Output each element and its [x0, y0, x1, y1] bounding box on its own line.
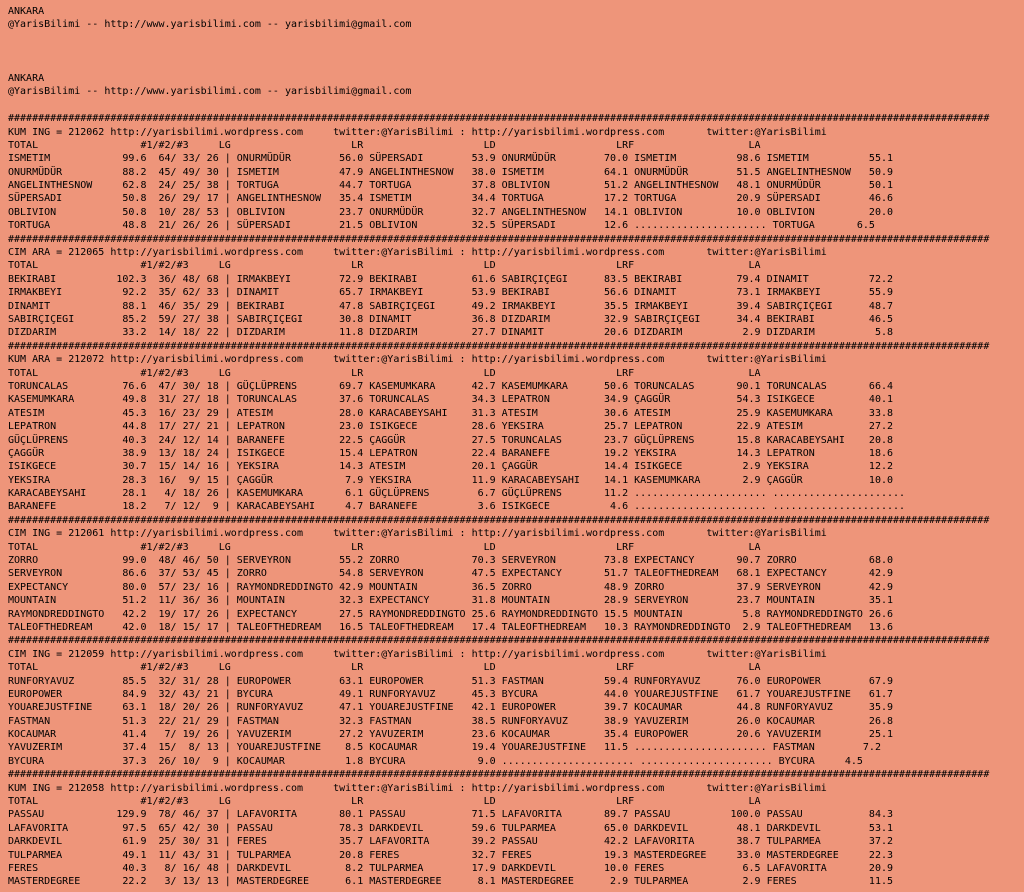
table-row: RUNFORYAVUZ 85.5 32/ 31/ 28 | EUROPOWER 63.1 EUROPOWER 51.3 FASTMAN 59.4 RUNFORYAVUZ 76.0 EUROPOWER 67.9: [8, 675, 894, 687]
race-header-line: CIM ING = 212059 http://yarisbilimi.wordpress.com twitter:@YarisBilimi : http://yarisbilimi.wordpress.com twitter:@YarisBilimi: [8, 648, 827, 660]
table-row: SÜPERSADI 50.8 26/ 29/ 17 | ANGELINTHESNOW 35.4 ISMETIM 34.4 TORTUGA 17.2 TORTUGA 20.9 SÜPERSADI 46.6: [8, 193, 894, 205]
contact-line: @YarisBilimi -- http://www.yarisbilimi.com -- yarisbilimi@gmail.com: [8, 19, 412, 31]
column-header-line: TOTAL #1/#2/#3 LG LR LD LRF LA: [8, 367, 761, 379]
separator-line: ###################################################################################################################################################################: [8, 514, 990, 526]
table-row: DIZDARIM 33.2 14/ 18/ 22 | DIZDARIM 11.8 DIZDARIM 27.7 DINAMIT 20.6 DIZDARIM 2.9 DIZDARIM 5.8: [8, 327, 894, 339]
table-row: ONURMÜDÜR 88.2 45/ 49/ 30 | ISMETIM 47.9 ANGELINTHESNOW 38.0 ISMETIM 64.1 ONURMÜDÜR 51.5 ANGELINTHESNOW 50.9: [8, 166, 894, 178]
table-row: OBLIVION 50.8 10/ 28/ 53 | OBLIVION 23.7 ONURMÜDÜR 32.7 ANGELINTHESNOW 14.1 OBLIVION 10.0 OBLIVION 20.0: [8, 206, 894, 218]
table-row: KOCAUMAR 41.4 7/ 19/ 26 | YAVUZERIM 27.2 YAVUZERIM 23.6 KOCAUMAR 35.4 EUROPOWER 20.6 YAVUZERIM 25.1: [8, 729, 894, 741]
separator-line: ###################################################################################################################################################################: [8, 340, 990, 352]
city-title: ANKARA: [8, 72, 45, 84]
table-row: TORUNCALAS 76.6 47/ 30/ 18 | GÜÇLÜPRENS 69.7 KASEMUMKARA 42.7 KASEMUMKARA 50.6 TORUNCALAS 90.1 TORUNCALAS 66.4: [8, 380, 894, 392]
blank-line: [8, 59, 1024, 72]
column-header-line: TOTAL #1/#2/#3 LG LR LD LRF LA: [8, 139, 761, 151]
table-row: BEKIRABI 102.3 36/ 48/ 68 | IRMAKBEYI 72.9 BEKIRABI 61.6 SABIRÇIÇEGI 83.5 BEKIRABI 79.4 DINAMIT 72.2: [8, 273, 894, 285]
table-row: TALEOFTHEDREAM 42.0 18/ 15/ 17 | TALEOFTHEDREAM 16.5 TALEOFTHEDREAM 17.4 TALEOFTHEDREAM 10.3 RAYMONDREDDINGTO 2.9 TALEOFTHEDREAM 13.6: [8, 621, 894, 633]
separator-line: ###################################################################################################################################################################: [8, 635, 990, 647]
separator-line: ###################################################################################################################################################################: [8, 113, 990, 125]
table-row: BYCURA 37.3 26/ 10/ 9 | KOCAUMAR 1.8 BYCURA 9.0 ...................... ...................... BYCURA 4.5: [8, 755, 863, 767]
table-row: FASTMAN 51.3 22/ 21/ 29 | FASTMAN 32.3 FASTMAN 38.5 RUNFORYAVUZ 38.9 YAVUZERIM 26.0 KOCAUMAR 26.8: [8, 715, 894, 727]
table-row: GÜÇLÜPRENS 40.3 24/ 12/ 14 | BARANEFE 22.5 ÇAGGÜR 27.5 TORUNCALAS 23.7 GÜÇLÜPRENS 15.8 KARACABEYSAHI 20.8: [8, 434, 894, 446]
table-row: ISMETIM 99.6 64/ 33/ 26 | ONURMÜDÜR 56.0 SÜPERSADI 53.9 ONURMÜDÜR 70.0 ISMETIM 98.6 ISMETIM 55.1: [8, 153, 894, 165]
column-header-line: TOTAL #1/#2/#3 LG LR LD LRF LA: [8, 662, 761, 674]
column-header-line: TOTAL #1/#2/#3 LG LR LD LRF LA: [8, 260, 761, 272]
table-row: ZORRO 99.0 48/ 46/ 50 | SERVEYRON 55.2 ZORRO 70.3 SERVEYRON 73.8 EXPECTANCY 90.7 ZORRO 68.0: [8, 555, 894, 567]
table-row: YOUAREJUSTFINE 63.1 18/ 20/ 26 | RUNFORYAVUZ 47.1 YOUAREJUSTFINE 42.1 EUROPOWER 39.7 KOCAUMAR 44.8 RUNFORYAVUZ 35.9: [8, 702, 894, 714]
table-row: YEKSIRA 28.3 16/ 9/ 15 | ÇAGGÜR 7.9 YEKSIRA 11.9 KARACABEYSAHI 14.1 KASEMUMKARA 2.9 ÇAGGÜR 10.0: [8, 474, 894, 486]
contact-line: @YarisBilimi -- http://www.yarisbilimi.com -- yarisbilimi@gmail.com: [8, 86, 412, 98]
table-row: KASEMUMKARA 49.8 31/ 27/ 18 | TORUNCALAS 37.6 TORUNCALAS 34.3 LEPATRON 34.9 ÇAGGÜR 54.3 ISIKGECE 40.1: [8, 394, 894, 406]
table-row: PASSAU 129.9 78/ 46/ 37 | LAFAVORITA 80.1 PASSAU 71.5 LAFAVORITA 89.7 PASSAU 100.0 PASSAU 84.3: [8, 809, 894, 821]
table-row: BARANEFE 18.2 7/ 12/ 9 | KARACABEYSAHI 4.7 BARANEFE 3.6 ISIKGECE 4.6 ...................... ......................: [8, 501, 906, 513]
table-row: TORTUGA 48.8 21/ 26/ 26 | SÜPERSADI 21.5 OBLIVION 32.5 SÜPERSADI 12.6 ...................... TORTUGA 6.5: [8, 220, 875, 232]
table-row: SERVEYRON 86.6 37/ 53/ 45 | ZORRO 54.8 SERVEYRON 47.5 EXPECTANCY 51.7 TALEOFTHEDREAM 68.1 EXPECTANCY 42.9: [8, 568, 894, 580]
table-row: IRMAKBEYI 92.2 35/ 62/ 33 | DINAMIT 65.7 IRMAKBEYI 53.9 BEKIRABI 56.6 DINAMIT 73.1 IRMAKBEYI 55.9: [8, 287, 894, 299]
table-row: DINAMIT 88.1 46/ 35/ 29 | BEKIRABI 47.8 SABIRÇIÇEGI 49.2 IRMAKBEYI 35.5 IRMAKBEYI 39.4 SABIRÇIÇEGI 48.7: [8, 300, 894, 312]
table-row: YAVUZERIM 37.4 15/ 8/ 13 | YOUAREJUSTFINE 8.5 KOCAUMAR 19.4 YOUAREJUSTFINE 11.5 ...................... FASTMAN 7.2: [8, 742, 881, 754]
table-row: ANGELINTHESNOW 62.8 24/ 25/ 38 | TORTUGA 44.7 TORTUGA 37.8 OBLIVION 51.2 ANGELINTHESNOW 48.1 ONURMÜDÜR 50.1: [8, 180, 894, 192]
table-row: KARACABEYSAHI 28.1 4/ 18/ 26 | KASEMUMKARA 6.1 GÜÇLÜPRENS 6.7 GÜÇLÜPRENS 11.2 ...................... ......................: [8, 488, 906, 500]
column-header-line: TOTAL #1/#2/#3 LG LR LD LRF LA: [8, 541, 761, 553]
race-header-line: CIM ARA = 212065 http://yarisbilimi.wordpress.com twitter:@YarisBilimi : http://yarisbilimi.wordpress.com twitter:@YarisBilimi: [8, 247, 827, 259]
race-header-line: KUM ING = 212058 http://yarisbilimi.wordpress.com twitter:@YarisBilimi : http://yarisbilimi.wordpress.com twitter:@YarisBilimi: [8, 782, 827, 794]
column-header-line: TOTAL #1/#2/#3 LG LR LD LRF LA: [8, 796, 761, 808]
blank-line: [8, 45, 1024, 58]
table-row: TULPARMEA 49.1 11/ 43/ 31 | TULPARMEA 20.8 FERES 32.7 FERES 19.3 MASTERDEGREE 33.0 MASTERDEGREE 22.3: [8, 849, 894, 861]
table-row: MOUNTAIN 51.2 11/ 36/ 36 | MOUNTAIN 32.3 EXPECTANCY 31.8 MOUNTAIN 28.9 SERVEYRON 23.7 MOUNTAIN 35.1: [8, 595, 894, 607]
table-row: ATESIM 45.3 16/ 23/ 29 | ATESIM 28.0 KARACABEYSAHI 31.3 ATESIM 30.6 ATESIM 25.9 KASEMUMKARA 33.8: [8, 407, 894, 419]
table-row: DARKDEVIL 61.9 25/ 30/ 31 | FERES 35.7 LAFAVORITA 39.2 PASSAU 42.2 LAFAVORITA 38.7 TULPARMEA 37.2: [8, 836, 894, 848]
blank-line: [8, 32, 1024, 45]
table-row: ÇAGGÜR 38.9 13/ 18/ 24 | ISIKGECE 15.4 LEPATRON 22.4 BARANEFE 19.2 YEKSIRA 14.3 LEPATRON 18.6: [8, 447, 894, 459]
table-row: EXPECTANCY 80.0 57/ 23/ 16 | RAYMONDREDDINGTO 42.9 MOUNTAIN 36.5 ZORRO 48.9 ZORRO 37.9 SERVEYRON 42.9: [8, 581, 894, 593]
table-row: LEPATRON 44.8 17/ 27/ 21 | LEPATRON 23.0 ISIKGECE 28.6 YEKSIRA 25.7 LEPATRON 22.9 ATESIM 27.2: [8, 421, 894, 433]
table-row: SABIRÇIÇEGI 85.2 59/ 27/ 38 | SABIRÇIÇEGI 30.8 DINAMIT 36.8 DIZDARIM 32.9 SABIRÇIÇEGI 34.4 BEKIRABI 46.5: [8, 313, 894, 325]
table-row: EUROPOWER 84.9 32/ 43/ 21 | BYCURA 49.1 RUNFORYAVUZ 45.3 BYCURA 44.0 YOUAREJUSTFINE 61.7 YOUAREJUSTFINE 61.7: [8, 688, 894, 700]
table-row: ISIKGECE 30.7 15/ 14/ 16 | YEKSIRA 14.3 ATESIM 20.1 ÇAGGÜR 14.4 ISIKGECE 2.9 YEKSIRA 12.2: [8, 461, 894, 473]
race-header-line: KUM ARA = 212072 http://yarisbilimi.wordpress.com twitter:@YarisBilimi : http://yarisbilimi.wordpress.com twitter:@YarisBilimi: [8, 354, 827, 366]
table-row: FERES 40.3 8/ 16/ 48 | DARKDEVIL 8.2 TULPARMEA 17.9 DARKDEVIL 10.0 FERES 6.5 LAFAVORITA 20.9: [8, 863, 894, 874]
city-title: ANKARA: [8, 6, 45, 17]
table-row: LAFAVORITA 97.5 65/ 42/ 30 | PASSAU 78.3 DARKDEVIL 59.6 TULPARMEA 65.0 DARKDEVIL 48.1 DARKDEVIL 53.1: [8, 822, 894, 834]
blank-line: [8, 99, 1024, 112]
separator-line: ###################################################################################################################################################################: [8, 233, 990, 245]
table-row: RAYMONDREDDINGTO 42.2 19/ 17/ 26 | EXPECTANCY 27.5 RAYMONDREDDINGTO 25.6 RAYMONDREDDINGTO 15.5 MOUNTAIN 5.8 RAYMONDREDDINGTO 26.6: [8, 608, 894, 620]
race-header-line: KUM ING = 212062 http://yarisbilimi.wordpress.com twitter:@YarisBilimi : http://yarisbilimi.wordpress.com twitter:@YarisBilimi: [8, 126, 827, 138]
race-header-line: CIM ING = 212061 http://yarisbilimi.wordpress.com twitter:@YarisBilimi : http://yarisbilimi.wordpress.com twitter:@YarisBilimi: [8, 528, 827, 540]
table-row: MASTERDEGREE 22.2 3/ 13/ 13 | MASTERDEGREE 6.1 MASTERDEGREE 8.1 MASTERDEGREE 2.9 TULPARMEA 2.9 FERES 11.5: [8, 876, 894, 888]
separator-line: ###################################################################################################################################################################: [8, 769, 990, 781]
